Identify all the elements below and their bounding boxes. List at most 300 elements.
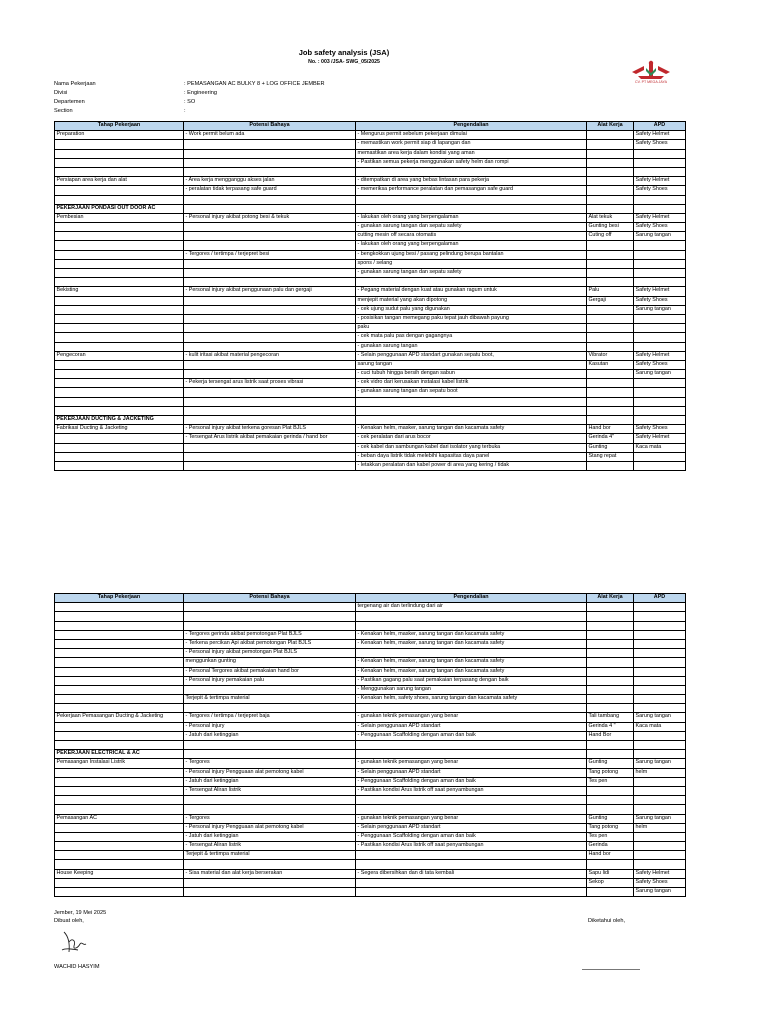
table-cell [634,704,686,713]
table-cell [587,314,634,323]
table-cell [184,741,356,750]
table-cell [55,851,184,860]
table-cell [184,621,356,630]
table-cell: - Personal injury akibat penggunaan palu dan gergaji [184,287,356,296]
table-cell [634,342,686,351]
table-cell [55,888,184,897]
table-cell: Terjepit & tertimpa material [184,851,356,860]
table-row [55,204,686,213]
table-cell [634,851,686,860]
table-cell [55,731,184,740]
table-cell: - Penggunaan Scaffolding dengan aman dan baik [356,777,587,786]
table-cell: Terjepit & tertimpa material [184,695,356,704]
table-cell [184,360,356,369]
table-cell: Preparation [55,131,184,140]
table-cell [634,658,686,667]
table-cell: PEKERJAAN PONDASI OUT DOOR AC [55,204,184,213]
table-cell: - Jatuh dari ketinggian [184,777,356,786]
table-cell [184,269,356,278]
table-cell [55,612,184,621]
table-cell: Tang potong [587,823,634,832]
table-cell [55,452,184,461]
table-cell: Tes pen [587,832,634,841]
table-cell: - letakkan peralatan dan kabel power di area yang kering / tidak [356,461,587,470]
table-cell [356,397,587,406]
table-cell [356,805,587,814]
table-cell: - Pastikan kondisi Arus listrik off saat penyambungan [356,842,587,851]
table-cell [55,695,184,704]
table-cell [184,452,356,461]
table-row [55,603,686,612]
table-cell: - peralatan tidak terpasang safe guard [184,186,356,195]
table-cell: Pemasangan AC [55,814,184,823]
table-cell [356,195,587,204]
table-cell: Safety Helmet [634,131,686,140]
table-cell: Vibrator [587,351,634,360]
column-header: APD [634,594,686,603]
table-cell: Hand bor [587,851,634,860]
table-row [55,397,686,406]
table-cell [587,269,634,278]
table-cell [634,397,686,406]
table-cell [587,667,634,676]
table-cell [634,832,686,841]
table-cell [634,639,686,648]
table-cell [356,796,587,805]
table-row [55,832,686,841]
table-cell: Sapu lidi [587,869,634,878]
table-row [55,704,686,713]
column-header: Alat Kerja [587,594,634,603]
table-cell [184,167,356,176]
table-cell [55,461,184,470]
table-cell [55,741,184,750]
table-cell [184,305,356,314]
table-cell: Sarung tangan [634,814,686,823]
table-cell: helm [634,823,686,832]
info-label: Section [54,108,73,114]
table-cell [55,796,184,805]
table-cell [184,704,356,713]
table-row [55,759,686,768]
table-cell [356,860,587,869]
table-row [55,232,686,241]
table-cell: - memastikan work permit siap di lapangan dan [356,140,587,149]
table-row [55,314,686,323]
table-cell: Gunting [587,759,634,768]
table-cell [587,796,634,805]
table-cell [587,630,634,639]
table-cell [55,704,184,713]
table-row [55,888,686,897]
table-cell: Kaca mata [634,722,686,731]
table-row [55,685,686,694]
document-number: No. : 003 /JSA- SWG_05/2025 [308,59,380,65]
table-cell: House Keeping [55,869,184,878]
table-cell: Gunting besi [587,223,634,232]
table-cell: Pengecoran [55,351,184,360]
table-cell: - Jatuh dari ketinggian [184,731,356,740]
column-header: Pengendalian [356,122,587,131]
table-row [55,443,686,452]
company-logo [628,60,674,90]
table-cell: - beban daya listrik tidak melebihi kapasitas daya panel [356,452,587,461]
table-cell [587,186,634,195]
table-cell: - bengkokkan ujung besi / pasang pelindung berupa bantalan [356,250,587,259]
table-cell [55,832,184,841]
table-cell [184,397,356,406]
table-cell: - Tersengat Arus listrik akibat pemakaian gerinda / hand bor [184,434,356,443]
table-cell [184,232,356,241]
table-cell [634,278,686,287]
table-cell: - Personal injury akibat terkena goresan Plat BJLS [184,425,356,434]
table-cell [356,741,587,750]
table-cell: - Sisa material dan alat kerja berserakan [184,869,356,878]
table-cell: - Pastikan gagang palu saat pemakaian terpasang dengan baik [356,676,587,685]
table-row [55,296,686,305]
table-cell: - cek ujung sudut palu yang digunakan [356,305,587,314]
table-row [55,713,686,722]
document-title: Job safety analysis (JSA) [298,48,390,57]
table-cell [634,667,686,676]
table-cell [634,158,686,167]
table-cell [55,241,184,250]
table-cell [634,676,686,685]
table-row [55,658,686,667]
table-cell: Tali tambang [587,713,634,722]
column-header: Pengendalian [356,594,587,603]
table-cell [356,851,587,860]
table-cell: - Kenakan helm, safety shoes, sarung tangan dan kacamata safety [356,695,587,704]
table-row [55,287,686,296]
table-cell: - Jatuh dari ketinggian [184,832,356,841]
table-row [55,630,686,639]
table-cell: Tang potong [587,768,634,777]
table-row [55,878,686,887]
table-cell: Kaca mata [634,443,686,452]
table-cell: - Penggunaan Scaffolding dengan aman dan baik [356,731,587,740]
table-cell [587,158,634,167]
table-cell: - Work permit belum ada [184,131,356,140]
table-cell: Safety Helmet [634,177,686,186]
table-cell: - Menggunakan sarung tangan [356,685,587,694]
table-cell [634,241,686,250]
table-cell: Safety Helmet [634,434,686,443]
table-row [55,167,686,176]
table-cell [55,805,184,814]
table-cell [184,241,356,250]
table-row [55,195,686,204]
table-cell: Safety Shoes [634,223,686,232]
table-cell: Hand Bor [587,731,634,740]
table-cell [634,406,686,415]
table-cell: - Mengurus permit sebelum pekerjaan dimulai [356,131,587,140]
table-cell [55,397,184,406]
table-cell [587,685,634,694]
signature-line [582,969,640,970]
table-cell: PEKERJAAN ELECTRICAL & AC [55,750,184,759]
table-cell [587,324,634,333]
table-cell [587,658,634,667]
table-cell: - memeriksa performance peralatan dan pemasangan safe guard [356,186,587,195]
table-cell: Gunting [587,814,634,823]
table-cell [55,639,184,648]
info-label: Divisi [54,90,68,96]
table-cell: - Tergores / tertimpa / terjepret baja [184,713,356,722]
table-cell [55,269,184,278]
table-cell [634,333,686,342]
table-cell: Sarung tangan [634,305,686,314]
column-header: Tahap Pekerjaan [55,122,184,131]
table-cell [587,639,634,648]
table-cell [184,416,356,425]
table-cell: - ditempatkan di area yang bebas lintasan para pekerja [356,177,587,186]
table-cell [587,612,634,621]
table-cell: Sarung tangan [634,370,686,379]
info-value: : PEMASANGAN AC BULKY 8 + LOG OFFICE JEMBER [184,81,325,87]
table-cell [184,685,356,694]
table-cell [55,667,184,676]
table-cell [55,195,184,204]
table-cell [55,823,184,832]
table-cell [634,695,686,704]
table-cell [184,888,356,897]
table-cell [184,878,356,887]
table-cell [55,443,184,452]
table-row [55,461,686,470]
table-cell [587,750,634,759]
table-cell: - Area kerja mengganggu akses jalan [184,177,356,186]
column-header: Potensi Bahaya [184,594,356,603]
table-cell: Gunting [587,443,634,452]
table-cell [184,805,356,814]
table-cell [587,259,634,268]
jsa-table-page-2 [54,593,686,897]
table-cell [184,370,356,379]
table-row [55,186,686,195]
table-cell: Safety Shoes [634,140,686,149]
table-cell [634,685,686,694]
table-cell: - Kenakan helm, masker, sarung tangan dan kacamata safety [356,630,587,639]
jsa-table-page-1 [54,121,686,471]
table-row [55,639,686,648]
table-cell: Alat tekuk [587,213,634,222]
table-cell [587,250,634,259]
table-cell: - Tersengat Aliran listrik [184,842,356,851]
table-cell: Sarung tangan [634,232,686,241]
table-cell [356,612,587,621]
table-cell [587,461,634,470]
table-row [55,805,686,814]
table-cell [55,722,184,731]
table-cell [184,324,356,333]
table-cell: - Kenakan helm, masker, sarung tangan dan kacamata safety [356,425,587,434]
table-cell [356,621,587,630]
table-cell [587,342,634,351]
logo-text: CV. PT MEGA JAYA [634,80,668,84]
table-cell [587,406,634,415]
footer-place-date: Jember, 19 Mei 2025 [54,910,107,916]
table-row [55,278,686,287]
table-cell [184,195,356,204]
table-cell: - Tergores [184,759,356,768]
table-cell [587,278,634,287]
table-cell [55,685,184,694]
table-cell [55,149,184,158]
table-cell: - gunakan sarung tangan [356,342,587,351]
table-cell: - posisikan tangan memegang paku tepat jauh dibawah payung [356,314,587,323]
table-cell: Safety Helmet [634,869,686,878]
table-cell [184,612,356,621]
table-cell [634,259,686,268]
table-cell: - Penggunaan Scaffolding dengan aman dan baik [356,832,587,841]
table-cell [356,878,587,887]
signature-image [56,928,92,960]
table-row [55,342,686,351]
table-row [55,223,686,232]
table-cell: - cek mata palu pas dengan gagangnya [356,333,587,342]
table-cell [587,741,634,750]
column-header: Alat Kerja [587,122,634,131]
table-cell [184,296,356,305]
table-cell [184,278,356,287]
table-cell [356,704,587,713]
table-cell [55,333,184,342]
table-cell [55,842,184,851]
table-cell: Safety Shoes [634,878,686,887]
table-cell: Safety Helmet [634,351,686,360]
table-cell [55,259,184,268]
table-cell: - Selain penggunaan APD standart gunakan sepatu boot, [356,351,587,360]
table-cell: - gunakan teknik pemasangan yang benar [356,713,587,722]
table-cell: Tes pen [587,777,634,786]
table-cell [55,140,184,149]
table-cell [587,204,634,213]
table-cell: spons / selang [356,259,587,268]
table-cell: - cek kabel dan sambungan kabel dari isolator yang terbuka [356,443,587,452]
table-cell [184,796,356,805]
table-cell [55,658,184,667]
table-cell [55,878,184,887]
table-row [55,823,686,832]
table-row [55,406,686,415]
table-cell: Gerinda [587,842,634,851]
table-cell [184,603,356,612]
table-cell [55,314,184,323]
table-cell [634,731,686,740]
table-cell [184,158,356,167]
table-cell: memastikan area kerja dalam kondisi yang aman [356,149,587,158]
column-header: Tahap Pekerjaan [55,594,184,603]
table-cell [356,167,587,176]
table-row [55,731,686,740]
table-row [55,158,686,167]
table-cell [587,305,634,314]
table-cell [634,452,686,461]
table-cell [634,379,686,388]
table-cell: - gunakan sarung tangan dan sepatu safety [356,223,587,232]
table-cell: Kasutan [587,360,634,369]
table-cell: Gerinda 4 " [587,722,634,731]
table-cell [634,621,686,630]
table-row [55,351,686,360]
table-row [55,360,686,369]
table-cell [55,603,184,612]
table-cell [356,278,587,287]
table-cell: Sarung tangan [634,713,686,722]
table-cell [184,406,356,415]
table-cell [184,314,356,323]
table-cell: - cuci tubuh hingga bersih dengan sabun [356,370,587,379]
table-row [55,621,686,630]
table-cell: Hand bor [587,425,634,434]
table-row [55,241,686,250]
table-cell: helm [634,768,686,777]
table-row [55,741,686,750]
table-row [55,612,686,621]
table-cell: Safety Shoes [634,425,686,434]
table-cell: Safety Shoes [634,296,686,305]
table-cell [55,379,184,388]
table-cell [634,250,686,259]
table-cell [587,416,634,425]
table-cell: - Personal injury akibat potong besi & tekuk [184,213,356,222]
table-cell: paku [356,324,587,333]
table-cell [55,250,184,259]
table-cell [184,750,356,759]
table-cell [184,140,356,149]
table-cell [587,888,634,897]
table-cell [587,140,634,149]
table-row [55,379,686,388]
table-cell [587,603,634,612]
table-cell [634,603,686,612]
info-value: : SO [184,99,196,105]
table-cell [55,360,184,369]
table-cell [634,269,686,278]
table-row [55,676,686,685]
table-cell: menjepit material yang akan dipotong [356,296,587,305]
table-row [55,786,686,795]
table-row [55,269,686,278]
table-header-row [55,594,686,603]
table-cell: - Terkena percikan Api akibat pemotongan Plat BJLS [184,639,356,648]
table-cell [634,461,686,470]
table-cell [634,388,686,397]
table-row [55,305,686,314]
table-cell [55,324,184,333]
table-cell [634,149,686,158]
table-row [55,695,686,704]
table-cell [55,676,184,685]
table-row [55,851,686,860]
table-cell [356,649,587,658]
footer-made-by: Dibuat oleh, [54,918,84,924]
table-cell: - gunakan sarung tangan dan sepatu boot [356,388,587,397]
table-cell [634,842,686,851]
table-cell [587,167,634,176]
table-row [55,140,686,149]
table-cell: - Personal injury pemakaian palu [184,676,356,685]
table-cell: - cek vidro dari kerusakan instalasi kabel listrik [356,379,587,388]
table-cell: - Kenakan helm, masker, sarung tangan dan kacamata safety [356,667,587,676]
table-cell: - Tergores gerinda akibat pemotongan Plat BJLS [184,630,356,639]
table-cell [184,388,356,397]
table-cell [634,750,686,759]
table-cell: Sarung tangan [634,888,686,897]
table-cell [587,149,634,158]
table-cell [587,177,634,186]
